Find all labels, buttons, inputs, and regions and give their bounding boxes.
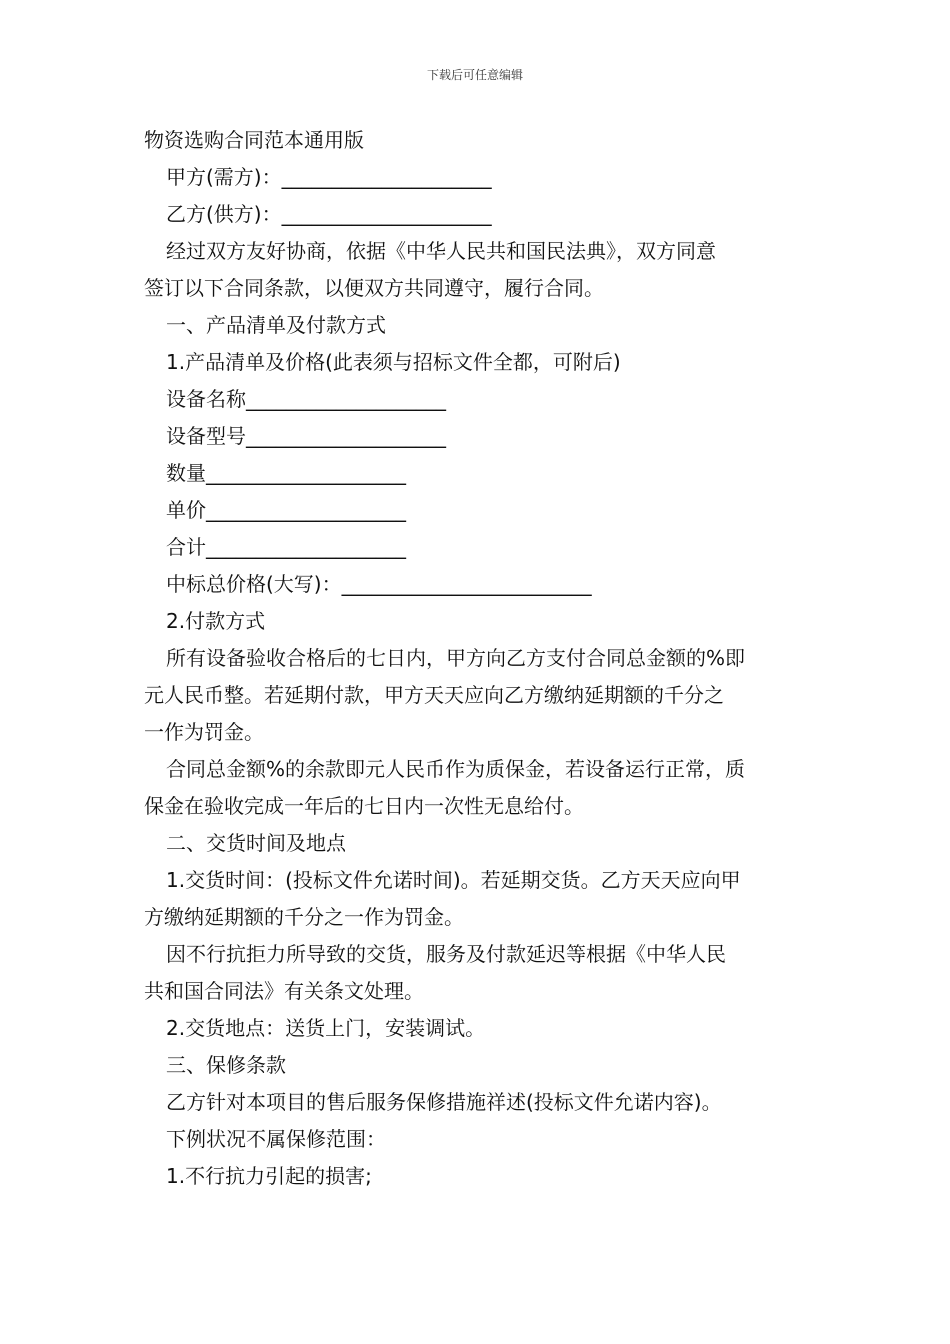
field-equipment-model: 设备型号____________________ (166, 424, 446, 448)
section-2-heading: 二、交货时间及地点 (166, 831, 346, 855)
document-body (144, 122, 808, 1195)
document-title: 物资选购合同范本通用版 (144, 128, 364, 152)
field-equipment-name: 设备名称____________________ (166, 387, 446, 411)
section-1-2: 2.付款方式 (166, 609, 266, 633)
section-1-heading: 一、产品清单及付款方式 (166, 313, 386, 337)
party-a-line: 甲方(需方)：_____________________ (166, 165, 492, 189)
warranty-line-3: 1.不行抗力引起的损害; (166, 1164, 372, 1188)
payment-line-4: 合同总金额%的余款即元人民币作为质保金，若设备运行正常，质 (166, 757, 746, 781)
delivery-line-5: 2.交货地点：送货上门，安装调试。 (166, 1016, 486, 1040)
payment-line-3: 一作为罚金。 (144, 720, 264, 744)
page-header: 下载后可任意编辑 (426, 68, 523, 82)
section-1-1: 1.产品清单及价格(此表须与招标文件全都，可附后) (166, 350, 621, 374)
payment-line-5: 保金在验收完成一年后的七日内一次性无息给付。 (144, 794, 584, 818)
delivery-line-3: 因不行抗拒力所导致的交货，服务及付款延迟等根据《中华人民 (166, 942, 726, 966)
field-bid-total: 中标总价格(大写)：_________________________ (166, 572, 592, 596)
delivery-line-1: 1.交货时间：(投标文件允诺时间)。若延期交货。乙方天天应向甲 (166, 868, 741, 892)
intro-line-1: 经过双方友好协商，依据《中华人民共和国民法典》，双方同意 (166, 239, 716, 263)
warranty-line-1: 乙方针对本项目的售后服务保修措施祥述(投标文件允诺内容)。 (166, 1090, 722, 1114)
payment-line-2: 元人民币整。若延期付款，甲方天天应向乙方缴纳延期额的千分之 (144, 683, 724, 707)
field-total: 合计____________________ (166, 535, 406, 559)
payment-line-1: 所有设备验收合格后的七日内，甲方向乙方支付合同总金额的%即 (166, 646, 746, 670)
field-quantity: 数量____________________ (166, 461, 406, 485)
delivery-line-4: 共和国合同法》有关条文处理。 (144, 979, 424, 1003)
intro-line-2: 签订以下合同条款，以便双方共同遵守，履行合同。 (144, 276, 604, 300)
party-b-line: 乙方(供方)：_____________________ (166, 202, 492, 226)
delivery-line-2: 方缴纳延期额的千分之一作为罚金。 (144, 905, 464, 929)
warranty-line-2: 下例状况不属保修范围： (166, 1127, 386, 1151)
section-3-heading: 三、保修条款 (166, 1053, 286, 1077)
field-unit-price: 单价____________________ (166, 498, 406, 522)
